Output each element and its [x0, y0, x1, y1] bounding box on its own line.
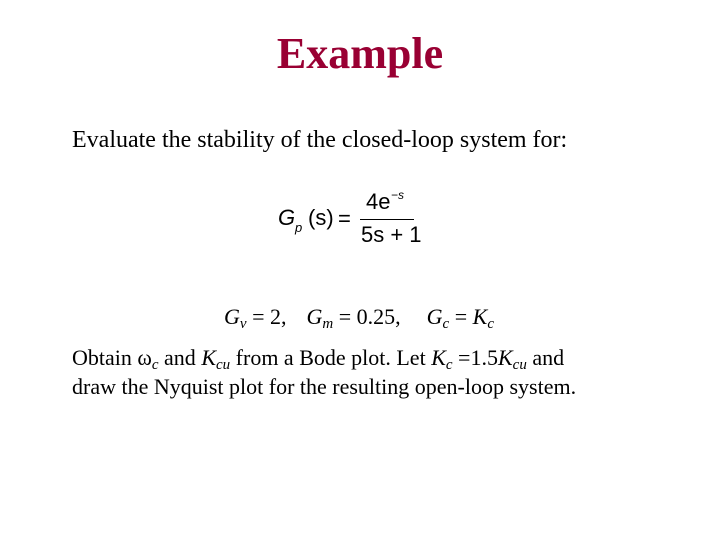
param-gm-subscript: m	[322, 316, 334, 332]
param-gv-subscript: v	[239, 316, 247, 332]
param-gm-value: = 0.25,	[333, 304, 401, 329]
param-gv	[224, 304, 287, 332]
kcu-symbol-2: K	[497, 345, 513, 370]
formula-equals: =	[338, 206, 351, 231]
slide-title: Example	[276, 29, 444, 78]
problem-prompt: Evaluate the stability of the closed-loop system for:	[72, 127, 568, 153]
omega-symbol: ω	[137, 345, 152, 370]
transfer-function-formula	[278, 186, 438, 250]
kc-symbol: K	[431, 345, 446, 370]
param-gc-symbol: G	[426, 304, 443, 329]
formula-exponent: −s	[391, 188, 405, 202]
kcu-symbol: K	[201, 345, 216, 370]
param-gc-subscript: c	[442, 316, 450, 332]
instructions-line-2: draw the Nyquist plot for the resulting open-loop system.	[72, 374, 577, 399]
param-gc-rhs-symbol: K	[472, 304, 488, 329]
param-gc-value: =	[449, 304, 473, 329]
formula-lhs-symbol: G	[278, 205, 296, 230]
instructions-line-1: Obtain $\omega_c$ and $K_{cu}$ from a Bode plot. Let $K_c =1.5K_{cu}$ and	[72, 345, 565, 373]
formula-numerator: 4e	[366, 189, 391, 214]
formula-denominator: 5s + 1	[361, 222, 422, 247]
instructions-paragraph	[72, 343, 576, 401]
param-gc	[426, 304, 494, 332]
param-gm-symbol: G	[306, 304, 323, 329]
formula-lhs-args: (s)	[308, 205, 334, 230]
param-gm	[306, 304, 401, 332]
param-gv-symbol: G	[224, 304, 240, 329]
formula-lhs-subscript: p	[295, 220, 303, 235]
param-gc-rhs-subscript: c	[487, 316, 494, 332]
param-gv-value: = 2,	[246, 304, 287, 329]
parameter-line	[224, 303, 494, 331]
fraction-bar	[360, 219, 414, 220]
